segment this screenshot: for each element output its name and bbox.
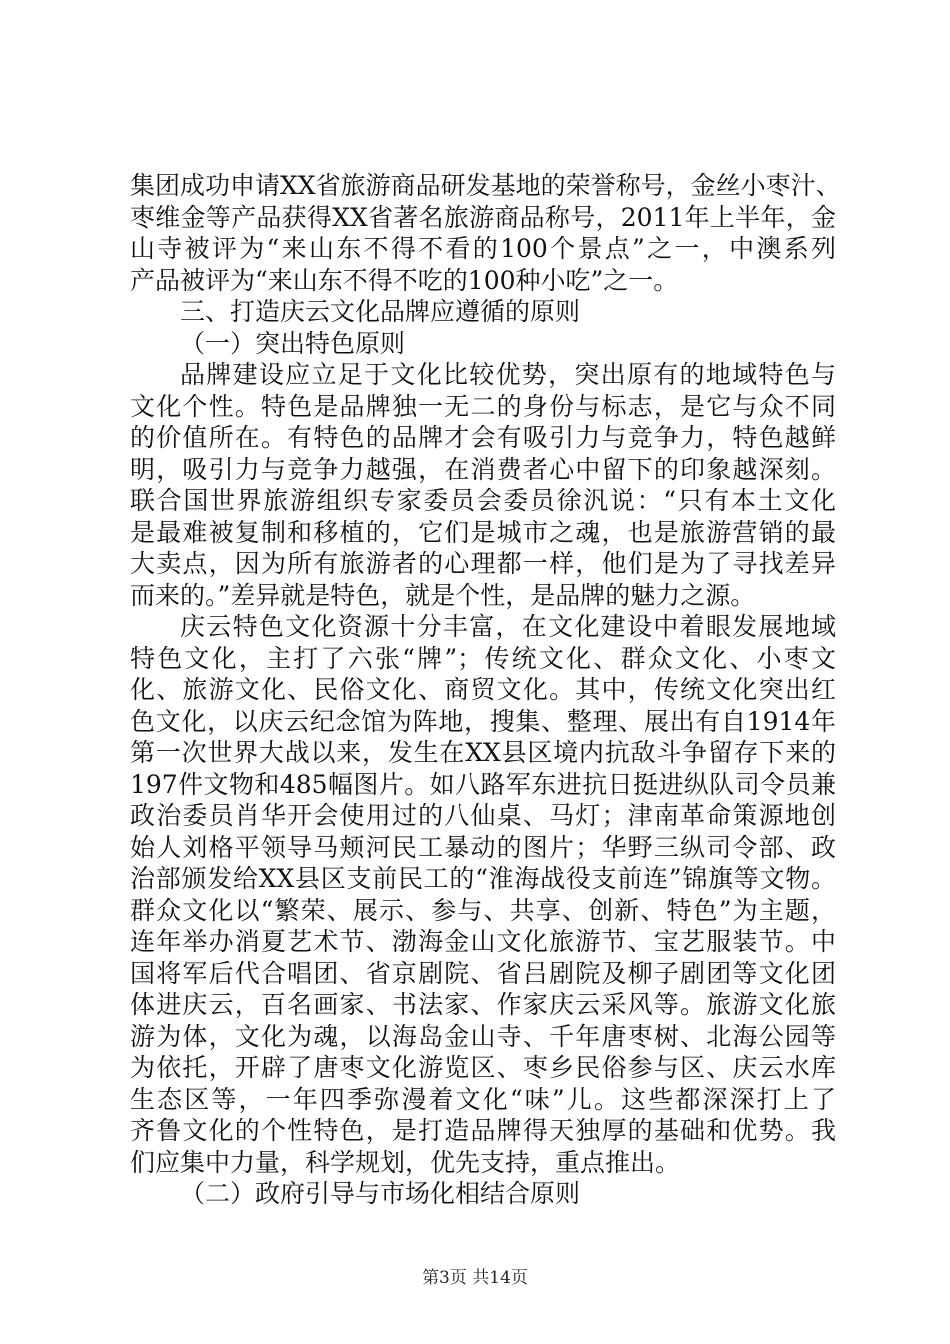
text-line: 生态区等，一年四季弥漫着文化“味”儿。这些都深深打上了 [130,1084,836,1114]
text-line: 而来的。”差异就是特色，就是个性，是品牌的魅力之源。 [130,580,756,610]
text-line: 联合国世界旅游组织专家委员会委员徐汎说：“只有本土文化 [130,486,836,515]
text-line: 国将军后代合唱团、省京剧院、省吕剧院及柳子剧团等文化团 [130,958,836,988]
text-line: 们应集中力量，科学规划，优先支持，重点推出。 [130,1147,681,1177]
text-line: 为依托，开辟了唐枣文化游览区、枣乡民俗参与区、庆云水库 [130,1053,836,1082]
text-line: 治部颁发给XX县区支前民工的“淮海战役支前连”锦旗等文物。 [130,864,836,893]
text-line: 是最难被复制和移植的，它们是城市之魂，也是旅游营销的最 [130,517,836,547]
text-line: 政治委员肖华开会使用过的八仙桌、马灯；津南革命策源地创 [130,801,836,830]
text-line: 齐鲁文化的个性特色，是打造品牌得天独厚的基础和优势。我 [130,1116,836,1145]
subsection-heading: （一）突出特色原则 [180,328,406,358]
text-line: 文化个性。特色是品牌独一无二的身份与标志，是它与众不同 [130,391,836,421]
text-line: 197件文物和485幅图片。如八路军东进抗日挺进纵队司令员兼 [130,769,836,799]
text-line: 庆云特色文化资源十分丰富，在文化建设中着眼发展地域 [180,612,836,641]
page-footer: 第3页 共14页 [422,1268,528,1288]
text-line: 连年举办消夏艺术节、渤海金山文化旅游节、宝艺服装节。中 [130,927,836,956]
text-line: 始人刘格平领导马颊河民工暴动的图片；华野三纵司令部、政 [130,832,836,862]
text-line: 特色文化，主打了六张“牌”；传统文化、群众文化、小枣文 [130,643,836,673]
subsection-heading: （二）政府引导与市场化相结合原则 [180,1179,581,1208]
text-line: 体进庆云，百名画家、书法家、作家庆云采风等。旅游文化旅 [130,990,836,1019]
text-line: 集团成功申请XX省旅游商品研发基地的荣誉称号，金丝小枣汁、 [130,171,841,200]
text-line: 第一次世界大战以来，发生在XX县区境内抗敌斗争留存下来的 [130,738,836,767]
text-line: 明，吸引力与竞争力越强，在消费者心中留下的印象越深刻。 [130,454,836,484]
text-line: 色文化，以庆云纪念馆为阵地，搜集、整理、展出有自1914年 [130,706,836,736]
text-line: 山寺被评为“来山东不得不看的100个景点”之一，中澳系列 [130,234,836,263]
text-line: 枣维金等产品获得XX省著名旅游商品称号，2011年上半年，金 [130,202,836,232]
text-line: 大卖点，因为所有旅游者的心理都一样，他们是为了寻找差异 [130,549,836,578]
section-heading: 三、打造庆云文化品牌应遵循的原则 [180,297,581,326]
text-line: 产品被评为“来山东不得不吃的100种小吃”之一。 [130,265,679,295]
text-line: 群众文化以“繁荣、展示、参与、共享、创新、特色”为主题， [130,895,836,925]
text-line: 的价值所在。有特色的品牌才会有吸引力与竞争力，特色越鲜 [130,423,836,452]
body-text [130,170,841,1210]
text-line: 品牌建设应立足于文化比较优势，突出原有的地域特色与 [180,360,836,389]
text-line: 游为体，文化为魂，以海岛金山寺、千年唐枣树、北海公园等 [130,1021,836,1051]
text-line: 化、旅游文化、民俗文化、商贸文化。其中，传统文化突出红 [130,675,836,704]
